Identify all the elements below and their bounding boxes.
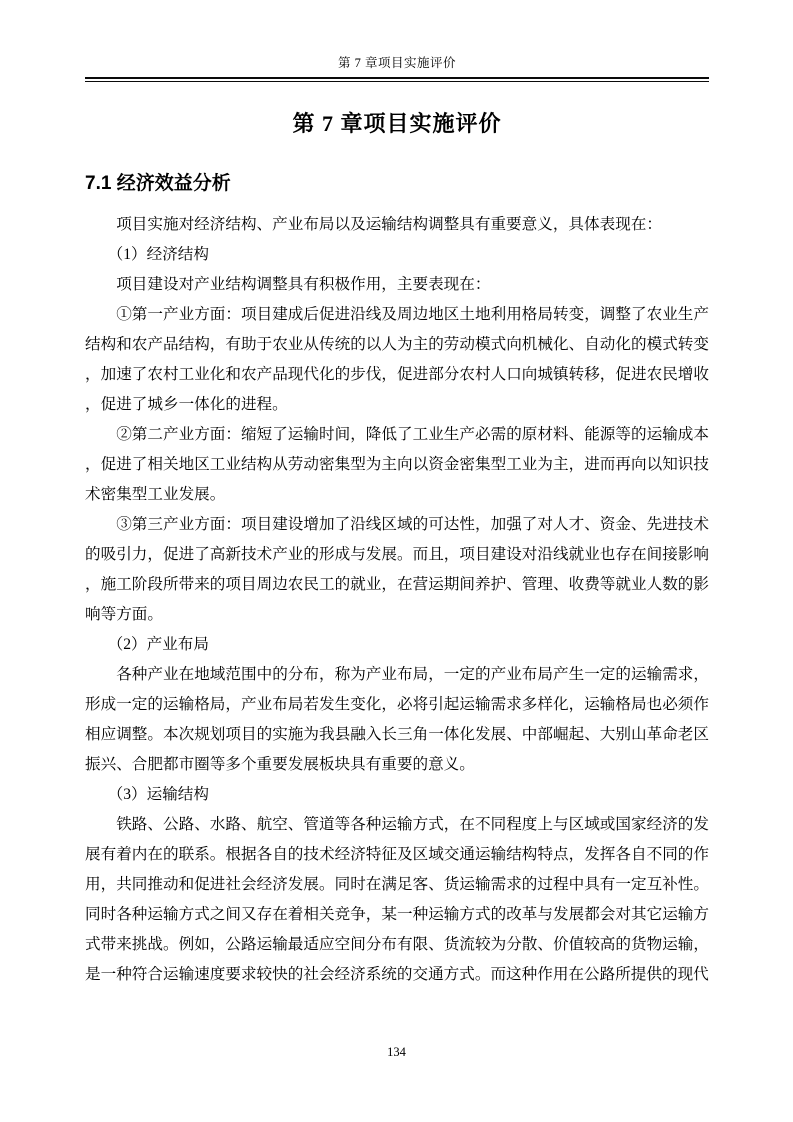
section-heading: 7.1 经济效益分析 — [85, 172, 231, 194]
paragraph: （3）运输结构 — [107, 785, 209, 803]
page-content — [85, 0, 709, 990]
body-text — [85, 210, 709, 990]
paragraph: ①第一产业方面：项目建成后促进沿线及周边地区土地利用格局转变，调整了农业生产结构和农产品结构，有助于农业从传统的以人为主的劳动模式向机械化、自动化的模式转变，加速了农村工业化和农产品现代化的步伐，促进部分农村人口向城镇转移，促进农民增收，促进了城乡一体化的进程。 — [85, 305, 709, 413]
paragraph: 项目实施对经济结构、产业布局以及运输结构调整具有重要意义，具体表现在： — [116, 215, 662, 233]
running-header: 第 7 章项目实施评价 — [337, 56, 456, 70]
header-rule — [85, 77, 709, 82]
paragraph: （1）经济结构 — [107, 245, 209, 263]
paragraph: ②第二产业方面：缩短了运输时间，降低了工业生产必需的原材料、能源等的运输成本，促进了相关地区工业结构从劳动密集型为主向以资金密集型工业为主，进而再向以知识技术密集型工业发展。 — [85, 425, 709, 503]
paragraph: 项目建设对产业结构调整具有积极作用，主要表现在： — [116, 275, 491, 293]
paragraph: ③第三产业方面：项目建设增加了沿线区域的可达性，加强了对人才、资金、先进技术的吸引力，促进了高新技术产业的形成与发展。而且，项目建设对沿线就业也存在间接影响，施工阶段所带来的项目周边农民工的就业，在营运期间养护、管理、收费等就业人数的影响等方面。 — [85, 515, 709, 623]
paragraph: 各种产业在地域范围中的分布，称为产业布局，一定的产业布局产生一定的运输需求，形成一定的运输格局，产业布局若发生变化，必将引起运输需求多样化，运输格局也必须作相应调整。本次规划项目的实施为我县融入长三角一体化发展、中部崛起、大别山革命老区振兴、合肥都市圈等多个重要发展板块具有重要的意义。 — [85, 665, 709, 773]
paragraph: （2）产业布局 — [107, 635, 209, 653]
page-number: 134 — [387, 1045, 406, 1059]
paragraph: 铁路、公路、水路、航空、管道等各种运输方式，在不同程度上与区域或国家经济的发展有着内在的联系。根据各自的技术经济特征及区域交通运输结构特点，发挥各自不同的作用，共同推动和促进社会经济发展。同时在满足客、货运输需求的过程中具有一定互补性。同时各种运输方式之间又存在着相关竞争，某一种运输方式的改革与发展都会对其它运输方式带来挑战。例如，公路运输最适应空间分布有限、货流较为分散、价值较高的货物运输，是一种符合运输速度要求较快的社会经济系统的交通方式。而这种作用在公路所提供的现代 — [85, 815, 709, 983]
chapter-title: 第 7 章项目实施评价 — [292, 110, 502, 136]
